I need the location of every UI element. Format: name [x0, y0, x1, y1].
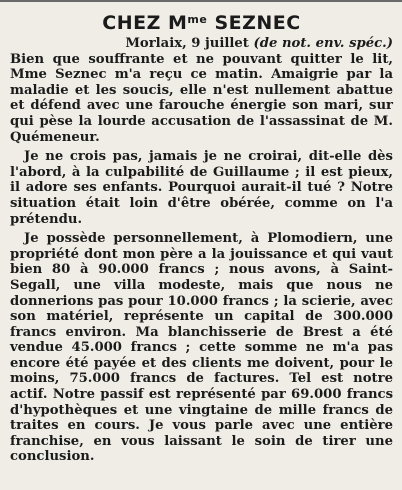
article-title: [10, 9, 393, 34]
paragraph-intro: Bien que souffrante et ne pouvant quitter le lit, Mme Seznec m'a reçu ce matin. Amaigrie par la maladie et les soucis, elle n'est nullement abattue et défend avec une farouche énergie son mari, sur qui pèse la lourde accusation de l'assassinat de M. Quémeneur.: [10, 51, 393, 145]
title-main: CHEZ M: [102, 12, 188, 34]
title-rest: SEZNEC: [207, 12, 301, 34]
dateline: [10, 36, 393, 52]
dateline-place: Morlaix, 9 juillet: [125, 36, 254, 51]
top-rule: [0, 0, 402, 2]
paragraph-quote-2: Je possède personnellement, à Plomodiern, une propriété dont mon père a la jouissance et qui vaut bien 80 à 90.000 francs ; nous avons, à Saint-Segall, une villa modeste, mais que nous ne donnerions pas pour 10.000 francs ; la scierie, avec son matériel, représente un capital de 300.000 francs environ. Ma blanchisserie de Brest a été vendue 45.000 francs ; cette somme ne m'a pas encore été payée et des clients me doivent, pour le moins, 75.000 francs de factures. Tel est notre actif. Notre passif est représenté par 69.000 francs d'hypothèques et une vingtaine de mille francs de traites en cours. Je vous parle avec une entière franchise, en vous laissant le soin de tirer une conclusion.: [10, 231, 393, 465]
dateline-source: (de not. env. spéc.): [253, 36, 393, 51]
paragraph-quote-1: Je ne crois pas, jamais je ne croirai, dit-elle dès l'abord, à la culpabilité de Guillaume ; il est pieux, il adore ses enfants. Pourquoi aurait-il tué ? Notre situation était loin d'être obérée, comme on l'a prétendu.: [10, 149, 393, 227]
title-superscript: me: [187, 13, 208, 26]
